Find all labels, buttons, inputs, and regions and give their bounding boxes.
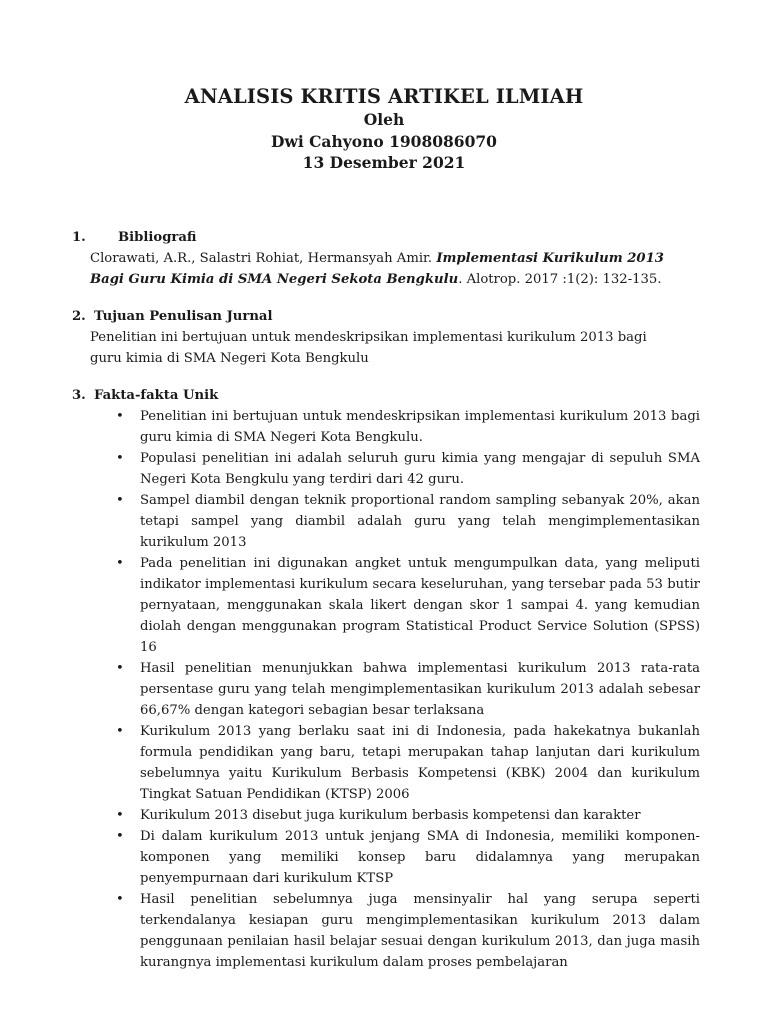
list-item <box>72 406 700 448</box>
document-header <box>0 85 768 174</box>
section-number: 2. <box>72 309 86 324</box>
section-title: Fakta-fakta Unik <box>94 388 219 403</box>
bullet-icon: • <box>116 556 124 571</box>
bibliography-authors: Clorawati, A.R., Salastri Rohiat, Hermansyah Amir. <box>90 251 433 266</box>
bullet-icon: • <box>116 829 124 844</box>
list-item-text: Hasil penelitian menunjukkan bahwa implementasi kurikulum 2013 rata-rata persentase guru yang telah mengimplementasikan kurikulum 2013 adalah sebesar 66,67% dengan kategori sebagian besar terlaksana <box>140 661 700 718</box>
bullet-icon: • <box>116 409 124 424</box>
list-item-text: Pada penelitian ini digunakan angket untuk mengumpulkan data, yang meliputi indikator implementasi kurikulum secara keseluruhan, yang tersebar pada 53 butir pernyataan, menggunakan skala likert dengan skor 1 sampai 4. yang kemudian diolah dengan menggunakan program Statistical Product Service Solution (SPSS) 16 <box>140 556 700 655</box>
author-line: Dwi Cahyono 1908086070 <box>271 131 497 151</box>
list-item <box>72 826 700 889</box>
bullet-icon: • <box>116 724 124 739</box>
section-heading <box>72 227 700 248</box>
bullet-icon: • <box>116 451 124 466</box>
document-title: ANALISIS KRITIS ARTIKEL ILMIAH <box>184 85 584 108</box>
list-item <box>72 448 700 490</box>
list-item-text: Di dalam kurikulum 2013 untuk jenjang SMA di Indonesia, memiliki komponen-komponen yang memiliki konsep baru didalamnya yang merupakan penyempurnaan dari kurikulum KTSP <box>140 829 700 886</box>
section-number: 1. <box>72 230 86 245</box>
bibliography-citation: . Alotrop. 2017 :1(2): 132-135. <box>458 272 662 287</box>
section-heading <box>72 385 700 406</box>
list-item <box>72 658 700 721</box>
section-bibliography <box>72 227 700 290</box>
list-item <box>72 805 700 826</box>
list-item-text: Kurikulum 2013 disebut juga kurikulum berbasis kompetensi dan karakter <box>140 808 641 823</box>
list-item-text: Penelitian ini bertujuan untuk mendeskripsikan implementasi kurikulum 2013 bagi guru kimia di SMA Negeri Kota Bengkulu. <box>140 409 700 445</box>
facts-list <box>72 406 700 973</box>
list-item-text: Hasil penelitian sebelumnya juga mensinyalir hal yang serupa seperti terkendalanya kesiapan guru mengimplementasikan kurikulum 2013 dalam penggunaan penilaian hasil belajar sesuai dengan kurikulum 2013, dan juga masih kurangnya implementasi kurikulum dalam proses pembelajaran <box>140 892 700 970</box>
bullet-icon: • <box>116 808 124 823</box>
section-purpose <box>72 306 700 369</box>
section-number: 3. <box>72 388 86 403</box>
bullet-icon: • <box>116 493 124 508</box>
bullet-icon: • <box>116 892 124 907</box>
section-title: Tujuan Penulisan Jurnal <box>94 309 273 324</box>
list-item <box>72 490 700 553</box>
date-line: 13 Desember 2021 <box>302 153 466 172</box>
list-item <box>72 553 700 658</box>
list-item-text: Sampel diambil dengan teknik proportional random sampling sebanyak 20%, akan tetapi sampel yang diambil adalah guru yang telah mengimplementasikan kurikulum 2013 <box>140 493 700 550</box>
bibliography-entry <box>72 248 700 290</box>
section-heading <box>72 306 700 327</box>
section-facts <box>72 385 700 973</box>
list-item <box>72 721 700 805</box>
purpose-text: Penelitian ini bertujuan untuk mendeskripsikan implementasi kurikulum 2013 bagi guru kimia di SMA Negeri Kota Bengkulu <box>90 330 647 366</box>
section-title: Bibliografi <box>118 230 197 245</box>
list-item-text: Populasi penelitian ini adalah seluruh guru kimia yang mengajar di sepuluh SMA Negeri Kota Bengkulu yang terdiri dari 42 guru. <box>140 451 700 487</box>
by-line: Oleh <box>363 110 405 129</box>
bullet-icon: • <box>116 661 124 676</box>
list-item <box>72 889 700 973</box>
bibliography-article-title: Implementasi Kurikulum 2013 Bagi Guru Kimia di SMA Negeri Sekota Bengkulu <box>90 251 664 287</box>
list-item-text: Kurikulum 2013 yang berlaku saat ini di Indonesia, pada hakekatnya bukanlah formula pendidikan yang baru, tetapi merupakan tahap lanjutan dari kurikulum sebelumnya yaitu Kurikulum Berbasis Kompetensi (KBK) 2004 dan kurikulum Tingkat Satuan Pendidikan (KTSP) 2006 <box>140 724 700 802</box>
